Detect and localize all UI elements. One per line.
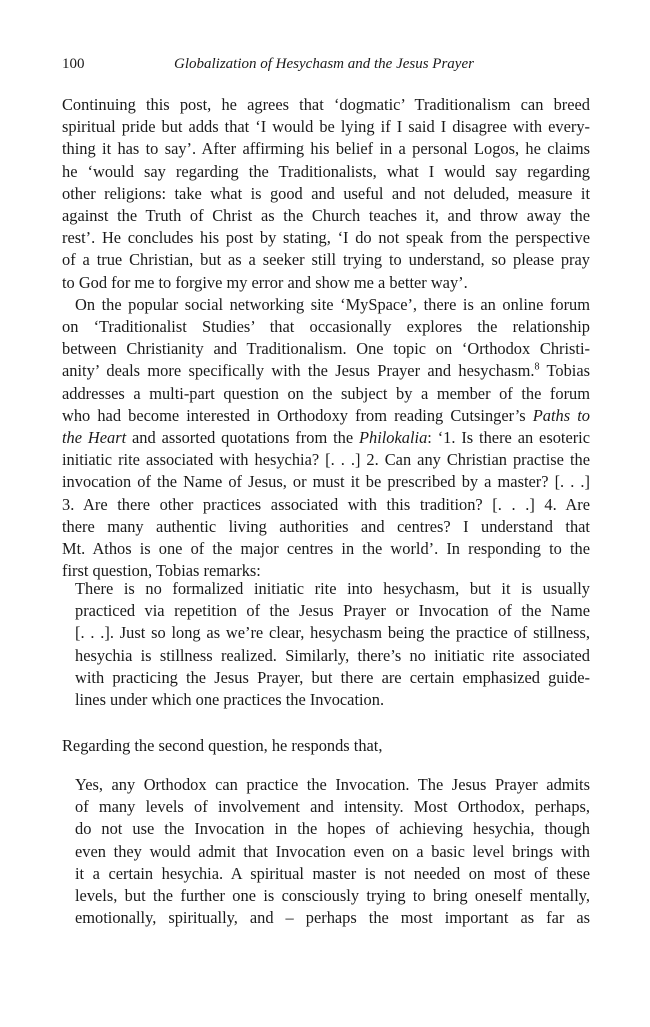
body-line — [62, 226, 590, 250]
quote1-line — [75, 688, 590, 712]
text-segment: on ‘Traditionalist Studies’ that occasionally explores the relationship — [62, 317, 590, 336]
body-line — [62, 382, 590, 406]
text-segment: between Christianity and Traditionalism. One topic on ‘Orthodox Christi- — [62, 339, 590, 359]
text-segment: with practicing the Jesus Prayer, but there are certain emphasized guide- — [75, 667, 590, 687]
text-segment: do not use the Invocation in the hopes of achieving hesychia, though — [75, 819, 590, 839]
body-line — [62, 160, 590, 184]
body-line — [62, 137, 590, 161]
text-segment: invocation of the Name of Jesus, or must it be prescribed by a master? [. . .] — [62, 472, 590, 492]
text-segment: to God for me to forgive my error and show me a better way’. — [62, 272, 468, 292]
italic-title: Paths to — [532, 405, 590, 425]
text-segment: : ‘1. Is there an esoteric — [427, 428, 591, 447]
text-segment: against the Truth of Christ as the Church teaches it, and throw away the — [62, 206, 590, 225]
body-line — [62, 359, 590, 383]
text-segment: emotionally, spiritually, and – perhaps the most important as far as — [75, 908, 590, 928]
text-segment: Mt. Athos is one of the major centres in the world’. In responding to the — [62, 539, 590, 558]
text-segment: thing it has to say’. After affirming his belief in a personal Logos, he claims — [62, 139, 590, 159]
text-segment: who had become interested in Orthodoxy from reading Cutsinger’s — [62, 405, 533, 425]
body-line — [62, 493, 590, 517]
body-line — [62, 115, 590, 139]
body-line — [62, 426, 590, 450]
text-segment: spiritual pride but adds that ‘I would be lying if I said I disagree with every- — [62, 117, 590, 137]
text-segment: there many authentic living authorities and centres? I understand that — [62, 516, 590, 536]
text-segment: he ‘would say regarding the Traditionalists, what I would say regarding — [62, 161, 590, 181]
body-line — [62, 337, 590, 361]
text-segment: hesychia is stillness realized. Similarly, there’s no initiatic rite associated — [75, 645, 590, 665]
text-segment: even they would admit that Invocation even on a basic level brings with — [75, 841, 590, 861]
quote1-line — [75, 621, 590, 645]
quote2-line — [75, 862, 590, 886]
body-line — [62, 315, 590, 339]
running-title: Globalization of Hesychasm and the Jesus Prayer — [174, 56, 474, 72]
text-segment: and assorted quotations from the — [126, 428, 359, 447]
body-line — [62, 204, 590, 228]
text-segment: levels, but the further one is consciously trying to bring oneself mentally, — [75, 886, 590, 905]
text-segment: anity’ deals more specifically with the Jesus Prayer and hesychasm. — [62, 361, 535, 381]
quote2-line — [75, 795, 590, 819]
page-number: 100 — [62, 56, 85, 72]
body-line — [62, 271, 590, 295]
quote1-line — [75, 666, 590, 690]
body-line — [75, 293, 590, 317]
quote1-line — [75, 599, 590, 623]
body-line — [62, 93, 590, 117]
quote2-line — [75, 817, 590, 841]
body-line — [62, 248, 590, 272]
text-segment: Tobias — [539, 361, 590, 381]
text-segment: lines under which one practices the Invocation. — [75, 690, 385, 709]
text-segment: Yes, any Orthodox can practice the Invocation. The Jesus Prayer admits — [75, 775, 590, 794]
quote2-line — [75, 840, 590, 864]
body-line — [62, 404, 590, 428]
text-segment: of many levels of involvement and intensity. Most Orthodox, perhaps, — [75, 797, 590, 817]
body-line — [62, 470, 590, 494]
quote2-line — [75, 773, 590, 797]
text-segment: practiced via repetition of the Jesus Prayer or Invocation of the Name — [75, 601, 590, 621]
quote2-line — [75, 884, 590, 908]
text-segment: On the popular social networking site ‘MySpace’, there is an online forum — [75, 294, 590, 314]
text-segment: rest’. He concludes his post by stating, ‘I do not speak from the perspective — [62, 228, 590, 248]
text-segment: 3. Are there other practices associated with this tradition? [. . .] 4. Are — [62, 494, 590, 514]
text-segment: [. . .]. Just so long as we’re clear, hesychasm being the practice of stillness, — [75, 623, 590, 643]
text-segment: first question, Tobias remarks: — [62, 561, 261, 581]
body-line — [62, 448, 590, 472]
text-segment: Continuing this post, he agrees that ‘dogmatic’ Traditionalism can breed — [62, 95, 590, 114]
text-segment: other religions: take what is good and useful and not deluded, measure it — [62, 183, 590, 203]
running-header — [62, 56, 590, 76]
transition-line: Regarding the second question, he responds that, — [62, 736, 383, 755]
quote2-line — [75, 906, 590, 930]
text-segment: initiatic rite associated with hesychia? [. . .] 2. Can any Christian practise the — [62, 450, 590, 470]
text-segment: addresses a multi-part question on the subject by a member of the forum — [62, 383, 590, 403]
quote1-line — [75, 644, 590, 668]
text-segment: There is no formalized initiatic rite into hesychasm, but it is usually — [75, 579, 590, 598]
body-line — [62, 182, 590, 206]
body-line — [62, 537, 590, 561]
footnote-ref: 8 — [534, 361, 540, 373]
body-line — [62, 515, 590, 539]
text-segment: of a true Christian, but as a seeker still trying to understand, so please pray — [62, 250, 590, 270]
text-segment: it a certain hesychia. A spiritual master is not needed on most of these — [75, 863, 590, 883]
italic-title: the Heart — [62, 428, 127, 447]
italic-title: Philokalia — [358, 428, 428, 447]
quote1-line — [75, 577, 590, 601]
